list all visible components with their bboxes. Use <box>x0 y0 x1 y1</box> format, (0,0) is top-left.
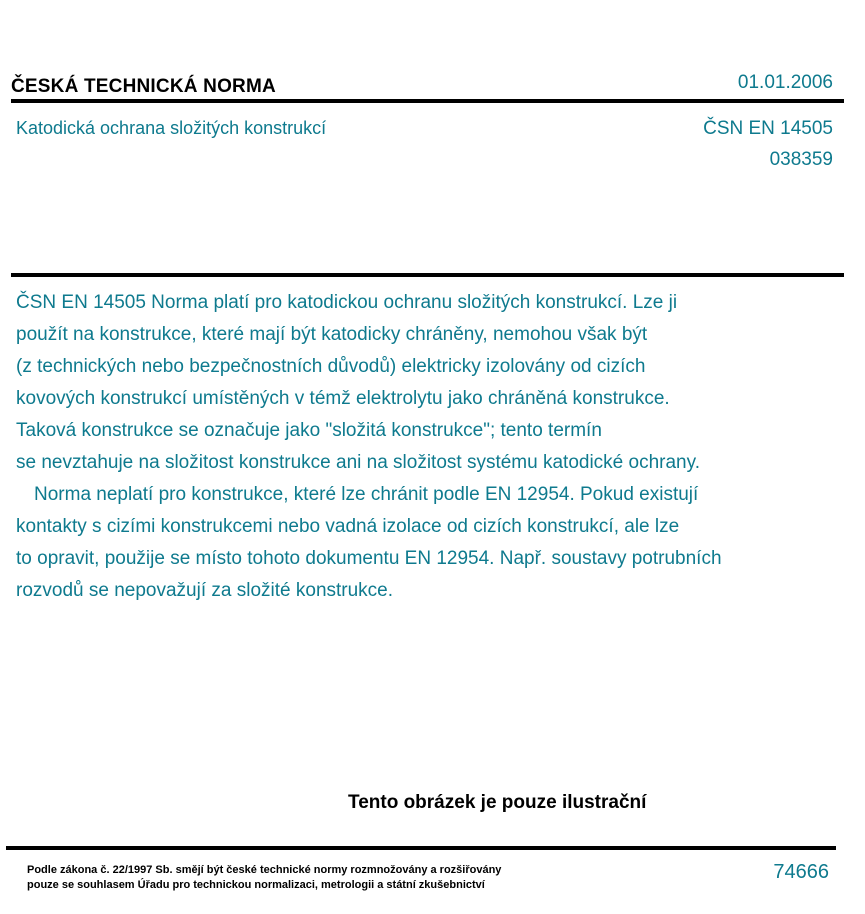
abstract-line: použít na konstrukce, které mají být katodicky chráněny, nemohou však být <box>16 324 648 345</box>
document-subtitle: Katodická ochrana složitých konstrukcí <box>16 118 327 138</box>
abstract-line: kovových konstrukcí umístěných v témž elektrolytu jako chráněná konstrukce. <box>16 388 670 409</box>
page-title: ČESKÁ TECHNICKÁ NORMA <box>11 76 276 97</box>
abstract-line: se nevztahuje na složitost konstrukce ani na složitost systému katodické ochrany. <box>16 452 700 473</box>
section-divider <box>11 273 844 277</box>
abstract-line: kontakty s cizími konstrukcemi nebo vadná izolace od cizích konstrukcí, ale lze <box>16 516 680 537</box>
footer-number: 74666 <box>773 861 829 883</box>
abstract-line: to opravit, použije se místo tohoto dokumentu EN 12954. Např. soustavy potrubních <box>16 548 722 569</box>
legal-line: pouze se souhlasem Úřadu pro technickou normalizaci, metrologii a státní zkušebnictví <box>27 879 485 891</box>
catalog-number: 038359 <box>769 149 833 170</box>
legal-line: Podle zákona č. 22/1997 Sb. smějí být české technické normy rozmnožovány a rozšiřovány <box>27 864 502 876</box>
standard-code: ČSN EN 14505 <box>703 118 833 139</box>
abstract-line: rozvodů se nepovažují za složité konstrukce. <box>16 580 394 601</box>
abstract-line: ČSN EN 14505 Norma platí pro katodickou ochranu složitých konstrukcí. Lze ji <box>16 292 678 313</box>
abstract-line: Taková konstrukce se označuje jako "složitá konstrukce"; tento termín <box>16 420 602 441</box>
abstract-line: Norma neplatí pro konstrukce, které lze chránit podle EN 12954. Pokud existují <box>34 484 699 505</box>
abstract-line: (z technických nebo bezpečnostních důvodů) elektricky izolovány od cizích <box>16 356 646 377</box>
header-divider <box>11 99 844 103</box>
abstract-text <box>16 287 826 607</box>
legal-notice <box>27 863 501 893</box>
footer-divider <box>6 846 836 850</box>
issue-date: 01.01.2006 <box>737 72 833 93</box>
illustration-note: Tento obrázek je pouze ilustrační <box>348 792 647 813</box>
